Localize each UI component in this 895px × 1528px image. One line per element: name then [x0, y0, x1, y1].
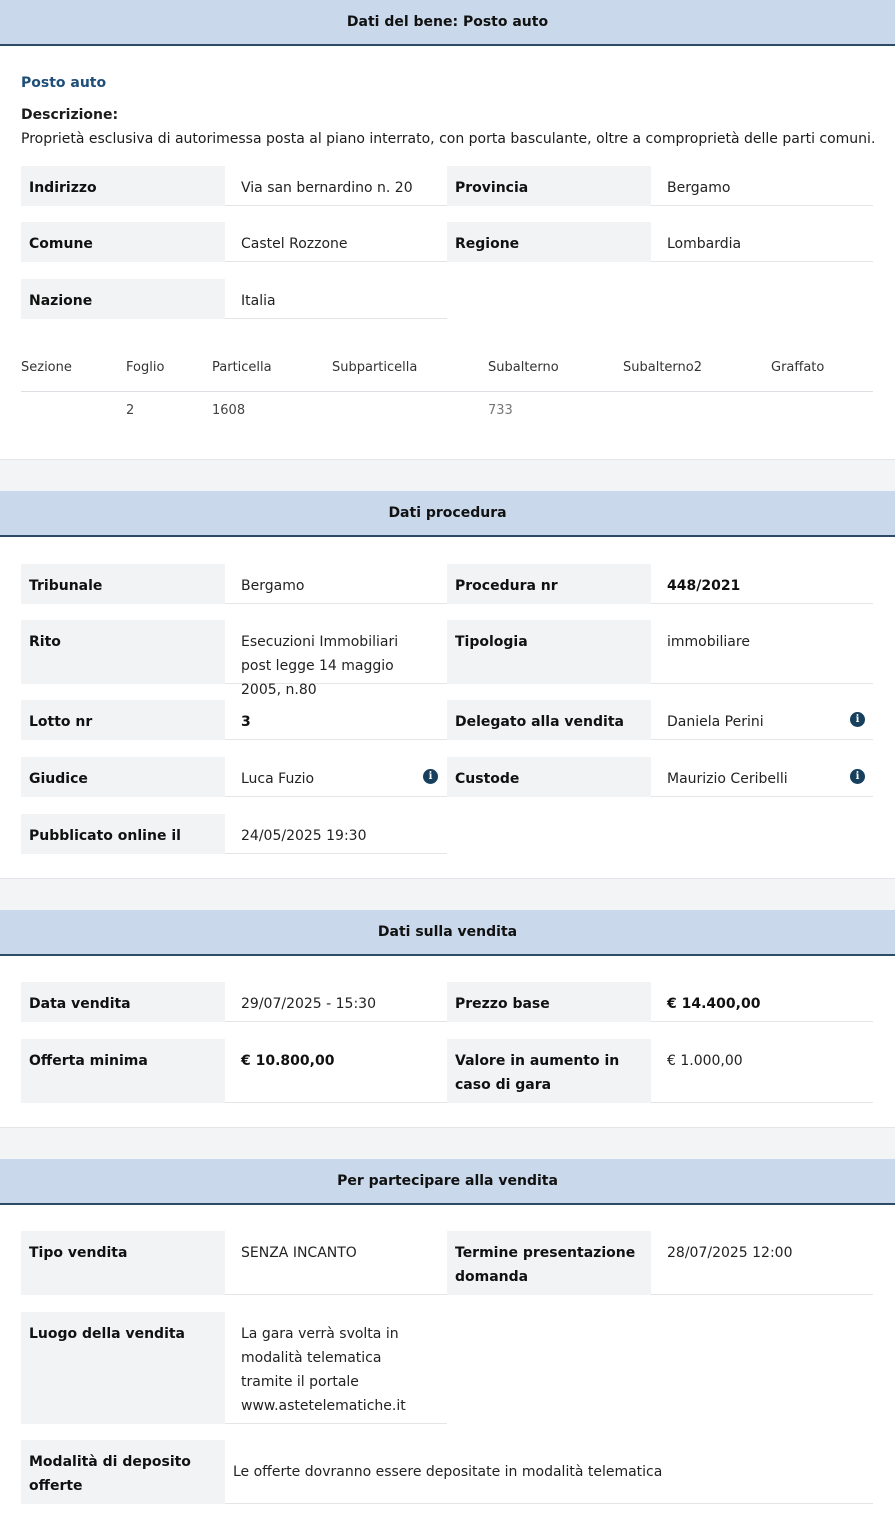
pubblicato-label: Pubblicato online il	[21, 814, 225, 854]
catasto-header-graffato: Graffato	[771, 360, 825, 375]
info-icon[interactable]: i	[850, 712, 865, 727]
data-vendita-value: 29/07/2025 - 15:30	[225, 982, 447, 1022]
prezzo-base-value: € 14.400,00	[651, 982, 873, 1022]
giudice-label: Giudice	[21, 757, 225, 797]
section-header-vendita: Dati sulla vendita	[0, 910, 895, 956]
tipo-vendita-value: SENZA INCANTO	[225, 1231, 447, 1295]
nazione-value: Italia	[225, 279, 447, 319]
valore-aumento-value: € 1.000,00	[651, 1039, 873, 1103]
catasto-cell-particella: 1608	[212, 403, 246, 418]
giudice-value: Luca Fuzio	[225, 757, 447, 797]
comune-value: Castel Rozzone	[225, 222, 447, 262]
section-header-bene: Dati del bene: Posto auto	[0, 0, 895, 46]
info-icon[interactable]: i	[850, 769, 865, 784]
provincia-value: Bergamo	[651, 166, 873, 206]
custode-label: Custode	[447, 757, 651, 797]
catasto-cell-subalterno: 733	[488, 403, 513, 418]
indirizzo-value: Via san bernardino n. 20	[225, 166, 447, 206]
luogo-value: La gara verrà svolta in modalità telematica tramite il portale www.astetelematiche.it	[225, 1312, 447, 1424]
offerta-minima-value: € 10.800,00	[225, 1039, 447, 1103]
termine-value: 28/07/2025 12:00	[651, 1231, 873, 1295]
rito-label: Rito	[21, 620, 225, 684]
prezzo-base-label: Prezzo base	[447, 982, 651, 1022]
catasto-header-subalterno: Subalterno	[488, 360, 559, 375]
section-header-procedura: Dati procedura	[0, 491, 895, 537]
procedura-nr-value: 448/2021	[651, 564, 873, 604]
description-label: Descrizione:	[21, 107, 119, 123]
custode-value: Maurizio Ceribelli	[651, 757, 873, 797]
regione-value: Lombardia	[651, 222, 873, 262]
regione-label: Regione	[447, 222, 651, 262]
delegato-label: Delegato alla vendita	[447, 700, 651, 740]
bene-subtitle: Posto auto	[21, 75, 107, 91]
data-vendita-label: Data vendita	[21, 982, 225, 1022]
provincia-label: Provincia	[447, 166, 651, 206]
info-icon[interactable]: i	[423, 769, 438, 784]
catasto-header-subalterno2: Subalterno2	[623, 360, 702, 375]
catasto-divider	[21, 391, 873, 392]
catasto-header-particella: Particella	[212, 360, 272, 375]
nazione-label: Nazione	[21, 279, 225, 319]
indirizzo-label: Indirizzo	[21, 166, 225, 206]
tipologia-value: immobiliare	[651, 620, 873, 684]
modalita-label: Modalità di deposito offerte	[21, 1440, 225, 1504]
luogo-label: Luogo della vendita	[21, 1312, 225, 1424]
modalita-value: Le offerte dovranno essere depositate in modalità telematica	[225, 1440, 873, 1504]
termine-label: Termine presentazione domanda	[447, 1231, 651, 1295]
tipo-vendita-label: Tipo vendita	[21, 1231, 225, 1295]
catasto-header-sezione: Sezione	[21, 360, 72, 375]
pubblicato-value: 24/05/2025 19:30	[225, 814, 447, 854]
lotto-label: Lotto nr	[21, 700, 225, 740]
procedura-nr-label: Procedura nr	[447, 564, 651, 604]
offerta-minima-label: Offerta minima	[21, 1039, 225, 1103]
valore-aumento-label: Valore in aumento in caso di gara	[447, 1039, 651, 1103]
catasto-header-subparticella: Subparticella	[332, 360, 418, 375]
section-gap	[0, 1127, 895, 1160]
description-text: Proprietà esclusiva di autorimessa posta al piano interrato, con porta basculante, oltre a comproprietà delle parti comuni.	[21, 131, 876, 147]
delegato-value: Daniela Perini	[651, 700, 873, 740]
section-gap	[0, 878, 895, 911]
tipologia-label: Tipologia	[447, 620, 651, 684]
lotto-value: 3	[225, 700, 447, 740]
catasto-cell-foglio: 2	[126, 403, 135, 418]
section-header-partecipare: Per partecipare alla vendita	[0, 1159, 895, 1205]
section-gap	[0, 459, 895, 492]
rito-value: Esecuzioni Immobiliari post legge 14 maggio 2005, n.80	[225, 620, 447, 684]
comune-label: Comune	[21, 222, 225, 262]
tribunale-label: Tribunale	[21, 564, 225, 604]
tribunale-value: Bergamo	[225, 564, 447, 604]
catasto-header-foglio: Foglio	[126, 360, 165, 375]
